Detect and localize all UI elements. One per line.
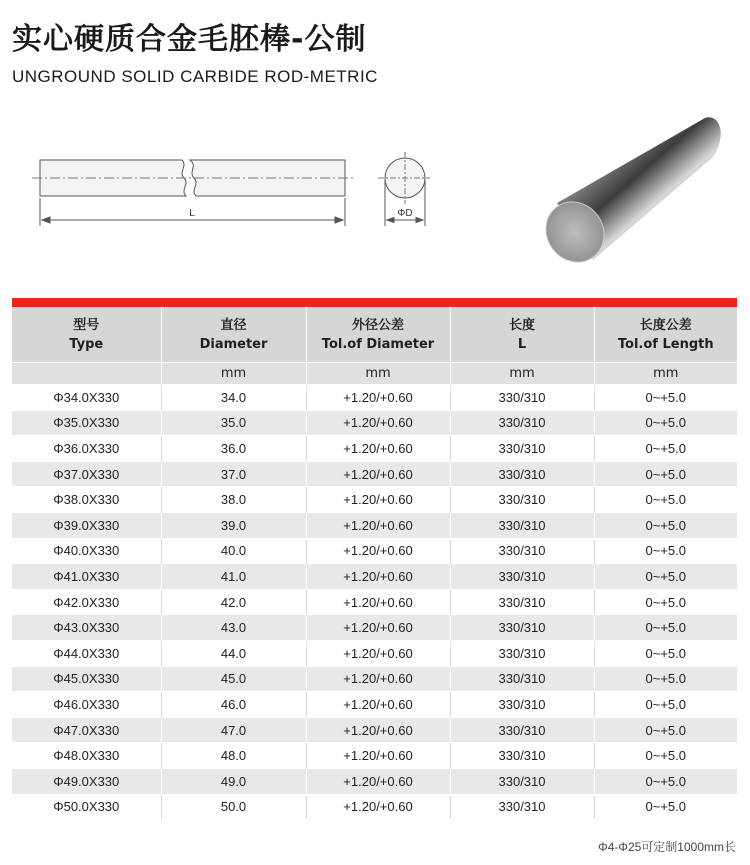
table-row [12, 589, 737, 615]
cell-length: 330/310 [450, 564, 594, 590]
cell-type: Φ35.0X330 [12, 410, 161, 436]
table-row [12, 692, 737, 718]
table-row [12, 666, 737, 692]
cell-length: 330/310 [450, 461, 594, 487]
cell-diameter: 40.0 [161, 538, 306, 564]
cell-diameter: 49.0 [161, 768, 306, 794]
cell-diameter: 44.0 [161, 640, 306, 666]
table-row [12, 512, 737, 538]
cell-tol-diameter: +1.20/+0.60 [306, 512, 450, 538]
table-row [12, 743, 737, 769]
page-title: 实心硬质合金毛胚棒-公制 [12, 22, 367, 57]
cell-tol-length: 0~+5.0 [594, 385, 737, 411]
page-subtitle: UNGROUND SOLID CARBIDE ROD-METRIC [12, 67, 378, 86]
cell-type: Φ36.0X330 [12, 436, 161, 462]
cell-length: 330/310 [450, 640, 594, 666]
table-unit-row [12, 363, 737, 385]
cell-type: Φ38.0X330 [12, 487, 161, 513]
table-row [12, 410, 737, 436]
cell-tol-diameter: +1.20/+0.60 [306, 615, 450, 641]
diameter-label: ΦD [397, 208, 413, 219]
cell-diameter: 45.0 [161, 666, 306, 692]
rod-photo [535, 110, 735, 280]
cell-diameter: 47.0 [161, 717, 306, 743]
table-row [12, 487, 737, 513]
cell-type: Φ45.0X330 [12, 666, 161, 692]
table-row [12, 717, 737, 743]
cell-diameter: 36.0 [161, 436, 306, 462]
cell-tol-length: 0~+5.0 [594, 538, 737, 564]
cell-length: 330/310 [450, 512, 594, 538]
cell-tol-length: 0~+5.0 [594, 692, 737, 718]
table-header-row [12, 307, 737, 363]
cell-diameter: 37.0 [161, 461, 306, 487]
table-row [12, 461, 737, 487]
cell-tol-length: 0~+5.0 [594, 666, 737, 692]
cell-tol-length: 0~+5.0 [594, 461, 737, 487]
cell-tol-length: 0~+5.0 [594, 487, 737, 513]
cell-type: Φ34.0X330 [12, 385, 161, 411]
col-header-diameter: 直径 Diameter [161, 307, 306, 363]
cell-tol-diameter: +1.20/+0.60 [306, 666, 450, 692]
unit-tol-diameter: mm [306, 363, 450, 385]
cell-tol-diameter: +1.20/+0.60 [306, 589, 450, 615]
cell-type: Φ46.0X330 [12, 692, 161, 718]
cell-tol-diameter: +1.20/+0.60 [306, 640, 450, 666]
table-row [12, 794, 737, 819]
cell-diameter: 42.0 [161, 589, 306, 615]
cell-tol-diameter: +1.20/+0.60 [306, 436, 450, 462]
cell-tol-diameter: +1.20/+0.60 [306, 717, 450, 743]
cell-type: Φ37.0X330 [12, 461, 161, 487]
cell-length: 330/310 [450, 538, 594, 564]
cell-type: Φ39.0X330 [12, 512, 161, 538]
cell-tol-diameter: +1.20/+0.60 [306, 794, 450, 819]
cell-tol-diameter: +1.20/+0.60 [306, 385, 450, 411]
cell-tol-length: 0~+5.0 [594, 717, 737, 743]
cell-type: Φ49.0X330 [12, 768, 161, 794]
cell-tol-diameter: +1.20/+0.60 [306, 564, 450, 590]
unit-tol-length: mm [594, 363, 737, 385]
unit-length: mm [450, 363, 594, 385]
cell-length: 330/310 [450, 768, 594, 794]
cell-diameter: 38.0 [161, 487, 306, 513]
cell-type: Φ42.0X330 [12, 589, 161, 615]
cell-length: 330/310 [450, 436, 594, 462]
cell-tol-length: 0~+5.0 [594, 589, 737, 615]
cell-type: Φ44.0X330 [12, 640, 161, 666]
cell-diameter: 34.0 [161, 385, 306, 411]
cell-tol-diameter: +1.20/+0.60 [306, 410, 450, 436]
col-header-length: 长度 L [450, 307, 594, 363]
cell-tol-diameter: +1.20/+0.60 [306, 461, 450, 487]
table-row [12, 538, 737, 564]
col-header-type: 型号 Type [12, 307, 161, 363]
cell-diameter: 41.0 [161, 564, 306, 590]
rod-technical-drawing [30, 150, 430, 230]
col-header-tol-diameter: 外径公差 Tol.of Diameter [306, 307, 450, 363]
cell-type: Φ50.0X330 [12, 794, 161, 819]
cell-tol-length: 0~+5.0 [594, 564, 737, 590]
unit-diameter: mm [161, 363, 306, 385]
cell-tol-length: 0~+5.0 [594, 512, 737, 538]
footnote: Φ4-Φ25可定制1000mm长 [598, 840, 736, 854]
cell-tol-diameter: +1.20/+0.60 [306, 487, 450, 513]
cell-tol-length: 0~+5.0 [594, 436, 737, 462]
cell-diameter: 35.0 [161, 410, 306, 436]
cell-tol-length: 0~+5.0 [594, 743, 737, 769]
cell-length: 330/310 [450, 794, 594, 819]
cell-length: 330/310 [450, 589, 594, 615]
cell-tol-diameter: +1.20/+0.60 [306, 692, 450, 718]
cell-length: 330/310 [450, 487, 594, 513]
cell-type: Φ47.0X330 [12, 717, 161, 743]
cell-length: 330/310 [450, 410, 594, 436]
length-label: L [189, 208, 195, 219]
cell-tol-length: 0~+5.0 [594, 615, 737, 641]
table-row [12, 564, 737, 590]
cell-tol-diameter: +1.20/+0.60 [306, 538, 450, 564]
cell-tol-length: 0~+5.0 [594, 794, 737, 819]
cell-tol-diameter: +1.20/+0.60 [306, 743, 450, 769]
cell-type: Φ40.0X330 [12, 538, 161, 564]
spec-table [12, 298, 737, 819]
table-top-bar [12, 298, 737, 307]
unit-type [12, 363, 161, 385]
cell-length: 330/310 [450, 666, 594, 692]
col-header-tol-length: 长度公差 Tol.of Length [594, 307, 737, 363]
cell-tol-length: 0~+5.0 [594, 640, 737, 666]
cell-type: Φ41.0X330 [12, 564, 161, 590]
cell-diameter: 50.0 [161, 794, 306, 819]
cell-tol-length: 0~+5.0 [594, 768, 737, 794]
cell-length: 330/310 [450, 615, 594, 641]
table-row [12, 385, 737, 411]
cell-length: 330/310 [450, 385, 594, 411]
cell-length: 330/310 [450, 717, 594, 743]
cell-length: 330/310 [450, 692, 594, 718]
cell-type: Φ48.0X330 [12, 743, 161, 769]
table-row [12, 615, 737, 641]
cell-tol-diameter: +1.20/+0.60 [306, 768, 450, 794]
cell-length: 330/310 [450, 743, 594, 769]
table-row [12, 640, 737, 666]
cell-type: Φ43.0X330 [12, 615, 161, 641]
cell-diameter: 43.0 [161, 615, 306, 641]
cell-tol-length: 0~+5.0 [594, 410, 737, 436]
cell-diameter: 46.0 [161, 692, 306, 718]
table-row [12, 436, 737, 462]
table-row [12, 768, 737, 794]
cell-diameter: 39.0 [161, 512, 306, 538]
cell-diameter: 48.0 [161, 743, 306, 769]
